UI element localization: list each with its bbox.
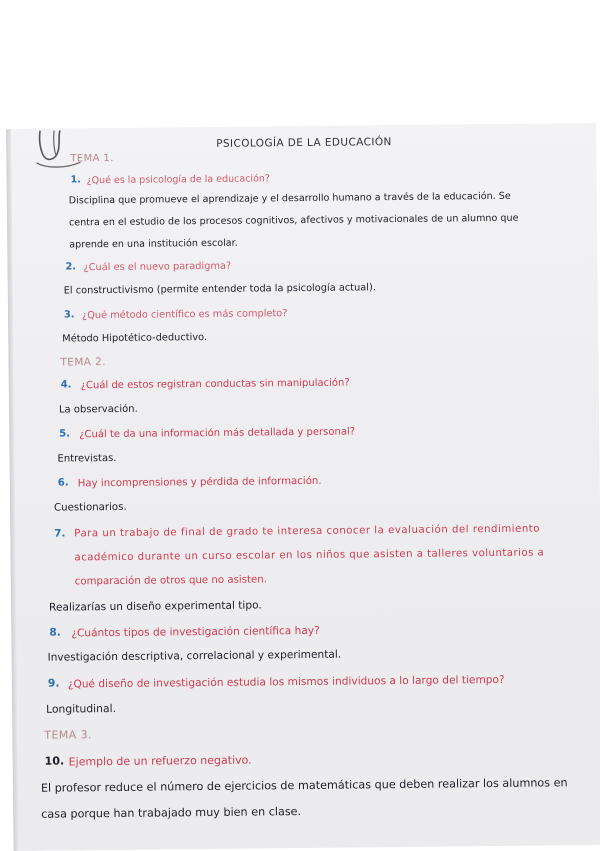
q9-number: 9. [47, 676, 60, 690]
q1-question: ¿Qué es la psicología de la educación? [86, 173, 270, 187]
q7-answer: Realizarías un diseño experimental tipo. [48, 599, 262, 614]
topic-1-heading: TEMA 1. [70, 152, 114, 165]
q8-number: 8. [49, 626, 61, 639]
q6-question: Hay incomprensiones y pérdida de información. [77, 475, 322, 490]
topic-3-heading: TEMA 3. [44, 728, 92, 742]
pen-doodle-icon [36, 128, 82, 172]
q6-number: 6. [57, 477, 69, 489]
q2-question: ¿Cuál es el nuevo paradigma? [83, 260, 232, 274]
q6-answer: Cuestionarios. [53, 501, 127, 514]
q7-question-line-2: académico durante un curso escolar en los niños que asisten a talleres voluntarios a [74, 547, 545, 564]
q8-question: ¿Cuántos tipos de investigación científica hay? [71, 624, 320, 640]
q10-number: 10. [44, 754, 65, 768]
q5-answer: Entrevistas. [57, 452, 117, 465]
q1-answer-line-2: centra en el estudio de los procesos cognitivos, afectivos y motivacionales de un alumno que [68, 212, 519, 229]
q3-number: 3. [63, 309, 75, 321]
q2-answer: El constructivismo (permite entender toda la psicología actual). [63, 282, 376, 297]
q8-answer: Investigación descriptiva, correlacional y experimental. [47, 648, 342, 664]
q1-number: 1. [70, 174, 81, 186]
q4-question: ¿Cuál de estos registran conductas sin manipulación? [80, 377, 350, 392]
q3-question: ¿Qué método científico es más completo? [81, 308, 288, 322]
q4-number: 4. [60, 379, 72, 391]
q9-question: ¿Qué diseño de investigación estudia los mismos individuos a lo largo del tiempo? [67, 673, 505, 691]
q3-answer: Método Hipotético-deductivo. [62, 331, 208, 345]
q4-answer: La observación. [58, 403, 138, 416]
q1-answer-line-3: aprende en una institución escolar. [69, 237, 238, 251]
q5-question: ¿Cuál te da una información más detallada y personal? [79, 426, 356, 441]
q10-question: Ejemplo de un refuerzo negativo. [68, 753, 252, 769]
topic-2-heading: TEMA 2. [60, 356, 106, 369]
q7-question-line-1: Para un trabajo de final de grado te interesa conocer la evaluación del rendimiento [74, 523, 541, 540]
q9-answer: Longitudinal. [46, 701, 117, 716]
q10-answer-line-1: El profesor reduce el número de ejercicios de matemáticas que deben realizar los alumnos en [40, 776, 568, 795]
q1-answer-line-1: Disciplina que promueve el aprendizaje y el desarrollo humano a través de la educación. Se [68, 190, 511, 207]
scanned-page [6, 123, 600, 851]
q5-number: 5. [59, 428, 71, 440]
q7-question-line-3: comparación de otros que no asisten. [74, 574, 268, 588]
page-title: PSICOLOGÍA DE LA EDUCACIÓN [216, 136, 392, 150]
q10-answer-line-2: casa porque han trabajado muy bien en clase. [41, 805, 302, 821]
q2-number: 2. [65, 261, 77, 273]
q7-number: 7. [54, 527, 66, 540]
